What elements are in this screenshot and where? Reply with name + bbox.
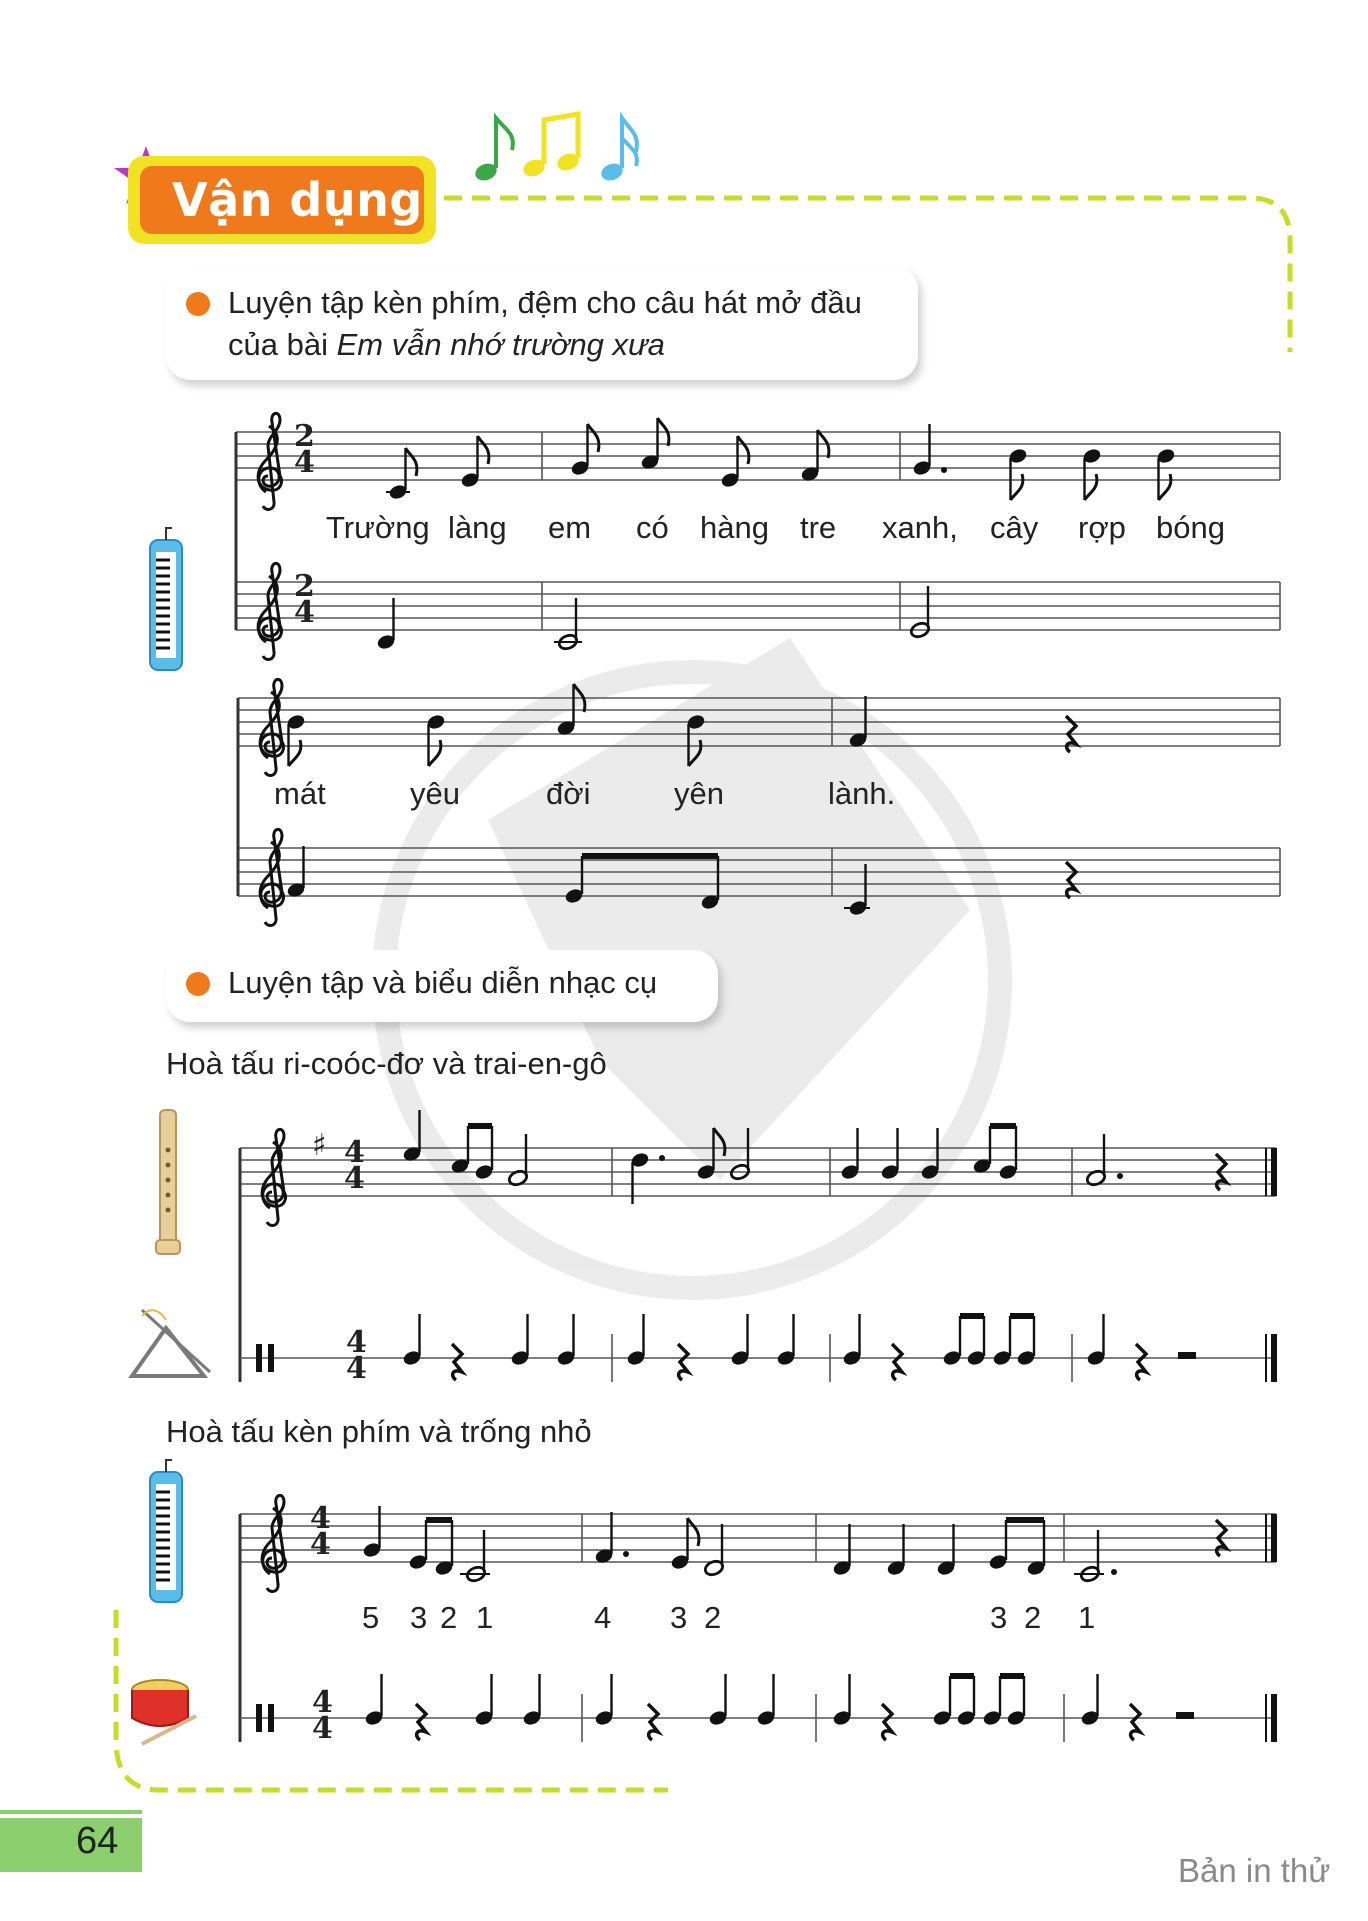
lyric-word: lành.	[828, 776, 896, 811]
lyric-word: đời	[546, 776, 591, 811]
lyric-word: em	[548, 510, 592, 545]
key-signature: ♯	[312, 1128, 327, 1163]
lyric-word: hàng	[700, 510, 769, 545]
instruction-1-line1: Luyện tập kèn phím, đệm cho câu hát mở đầu	[228, 285, 862, 320]
page-number-box	[0, 1818, 142, 1872]
time-sig-bottom: 4	[294, 595, 315, 630]
staff-recorder	[240, 1148, 1276, 1386]
music-notes-decoration	[473, 114, 637, 183]
ensemble-2-title: Hoà tấu kèn phím và trống nhỏ	[166, 1414, 592, 1449]
time-sig-top: 4	[310, 1501, 331, 1536]
time-signature-recorder	[344, 1135, 365, 1196]
page-number: 64	[76, 1820, 119, 1862]
triangle-instrument-icon	[132, 1310, 210, 1376]
song-title: Em vẫn nhớ trường xưa	[336, 327, 665, 362]
fingering-number: 3	[990, 1600, 1008, 1635]
drum-rhythm	[364, 1674, 1194, 1740]
time-signature-drum	[312, 1685, 333, 1746]
fingering-number: 1	[476, 1600, 494, 1635]
staff-triangle	[240, 1334, 1276, 1386]
fingering-number: 2	[1024, 1600, 1042, 1635]
time-signature-triangle	[346, 1325, 367, 1386]
lyric-word: yêu	[410, 776, 460, 811]
time-signature-melodica	[310, 1501, 331, 1562]
fingering-number: 1	[1078, 1600, 1096, 1635]
fingering-number: 2	[704, 1600, 722, 1635]
lyric-word: bóng	[1156, 510, 1225, 545]
fingering-number: 3	[410, 1600, 428, 1635]
time-sig-bottom: 4	[312, 1711, 333, 1746]
time-signature-1	[294, 419, 315, 480]
section-title: Vận dụng	[172, 173, 423, 227]
fingering-number: 5	[362, 1600, 380, 1635]
lyric-word: xanh,	[882, 510, 958, 545]
recorder-notes	[402, 1110, 1226, 1204]
time-sig-top: 2	[294, 569, 315, 604]
fingering-number: 3	[670, 1600, 688, 1635]
instruction-1-line2	[228, 324, 665, 366]
staff-melodica	[240, 1514, 1276, 1746]
time-sig-bottom: 4	[310, 1527, 331, 1562]
melodica-notes	[362, 1506, 1226, 1583]
lyric-word: có	[636, 510, 669, 545]
bullet-dot	[186, 972, 210, 996]
lyric-word: làng	[448, 510, 507, 545]
lyric-word: mát	[274, 776, 326, 811]
lyric-word: rợp	[1078, 510, 1126, 545]
lyric-word: tre	[800, 510, 837, 545]
lyric-word: cây	[990, 510, 1039, 545]
time-sig-bottom: 4	[344, 1161, 365, 1196]
fingering-number: 2	[440, 1600, 458, 1635]
melodica-icon	[150, 528, 182, 670]
time-sig-top: 4	[312, 1685, 333, 1720]
bullet-dot	[186, 292, 210, 316]
instruction-1-prefix: của bài	[228, 327, 337, 362]
melodica-icon-2	[150, 1460, 182, 1602]
lyric-word: yên	[674, 776, 724, 811]
recorder-icon	[156, 1110, 180, 1254]
triangle-rhythm	[402, 1314, 1196, 1380]
dashed-frame-bottom	[116, 1610, 668, 1790]
time-sig-top: 4	[346, 1325, 367, 1360]
drum-icon	[132, 1680, 196, 1744]
melody-notes-1	[386, 418, 1176, 501]
ensemble-1-title: Hoà tấu ri-coóc-đơ và trai-en-gô	[166, 1046, 607, 1081]
time-sig-bottom: 4	[294, 445, 315, 480]
proof-label: Bản in thử	[1178, 1852, 1331, 1889]
lyric-word: Trường	[326, 510, 430, 545]
time-signature-2	[294, 569, 315, 630]
time-sig-bottom: 4	[346, 1351, 367, 1386]
time-sig-top: 2	[294, 419, 315, 454]
instruction-2: Luyện tập và biểu diễn nhạc cụ	[228, 965, 658, 1000]
fingering-number: 4	[594, 1600, 612, 1635]
page-number-line	[0, 1810, 142, 1814]
time-sig-top: 4	[344, 1135, 365, 1170]
